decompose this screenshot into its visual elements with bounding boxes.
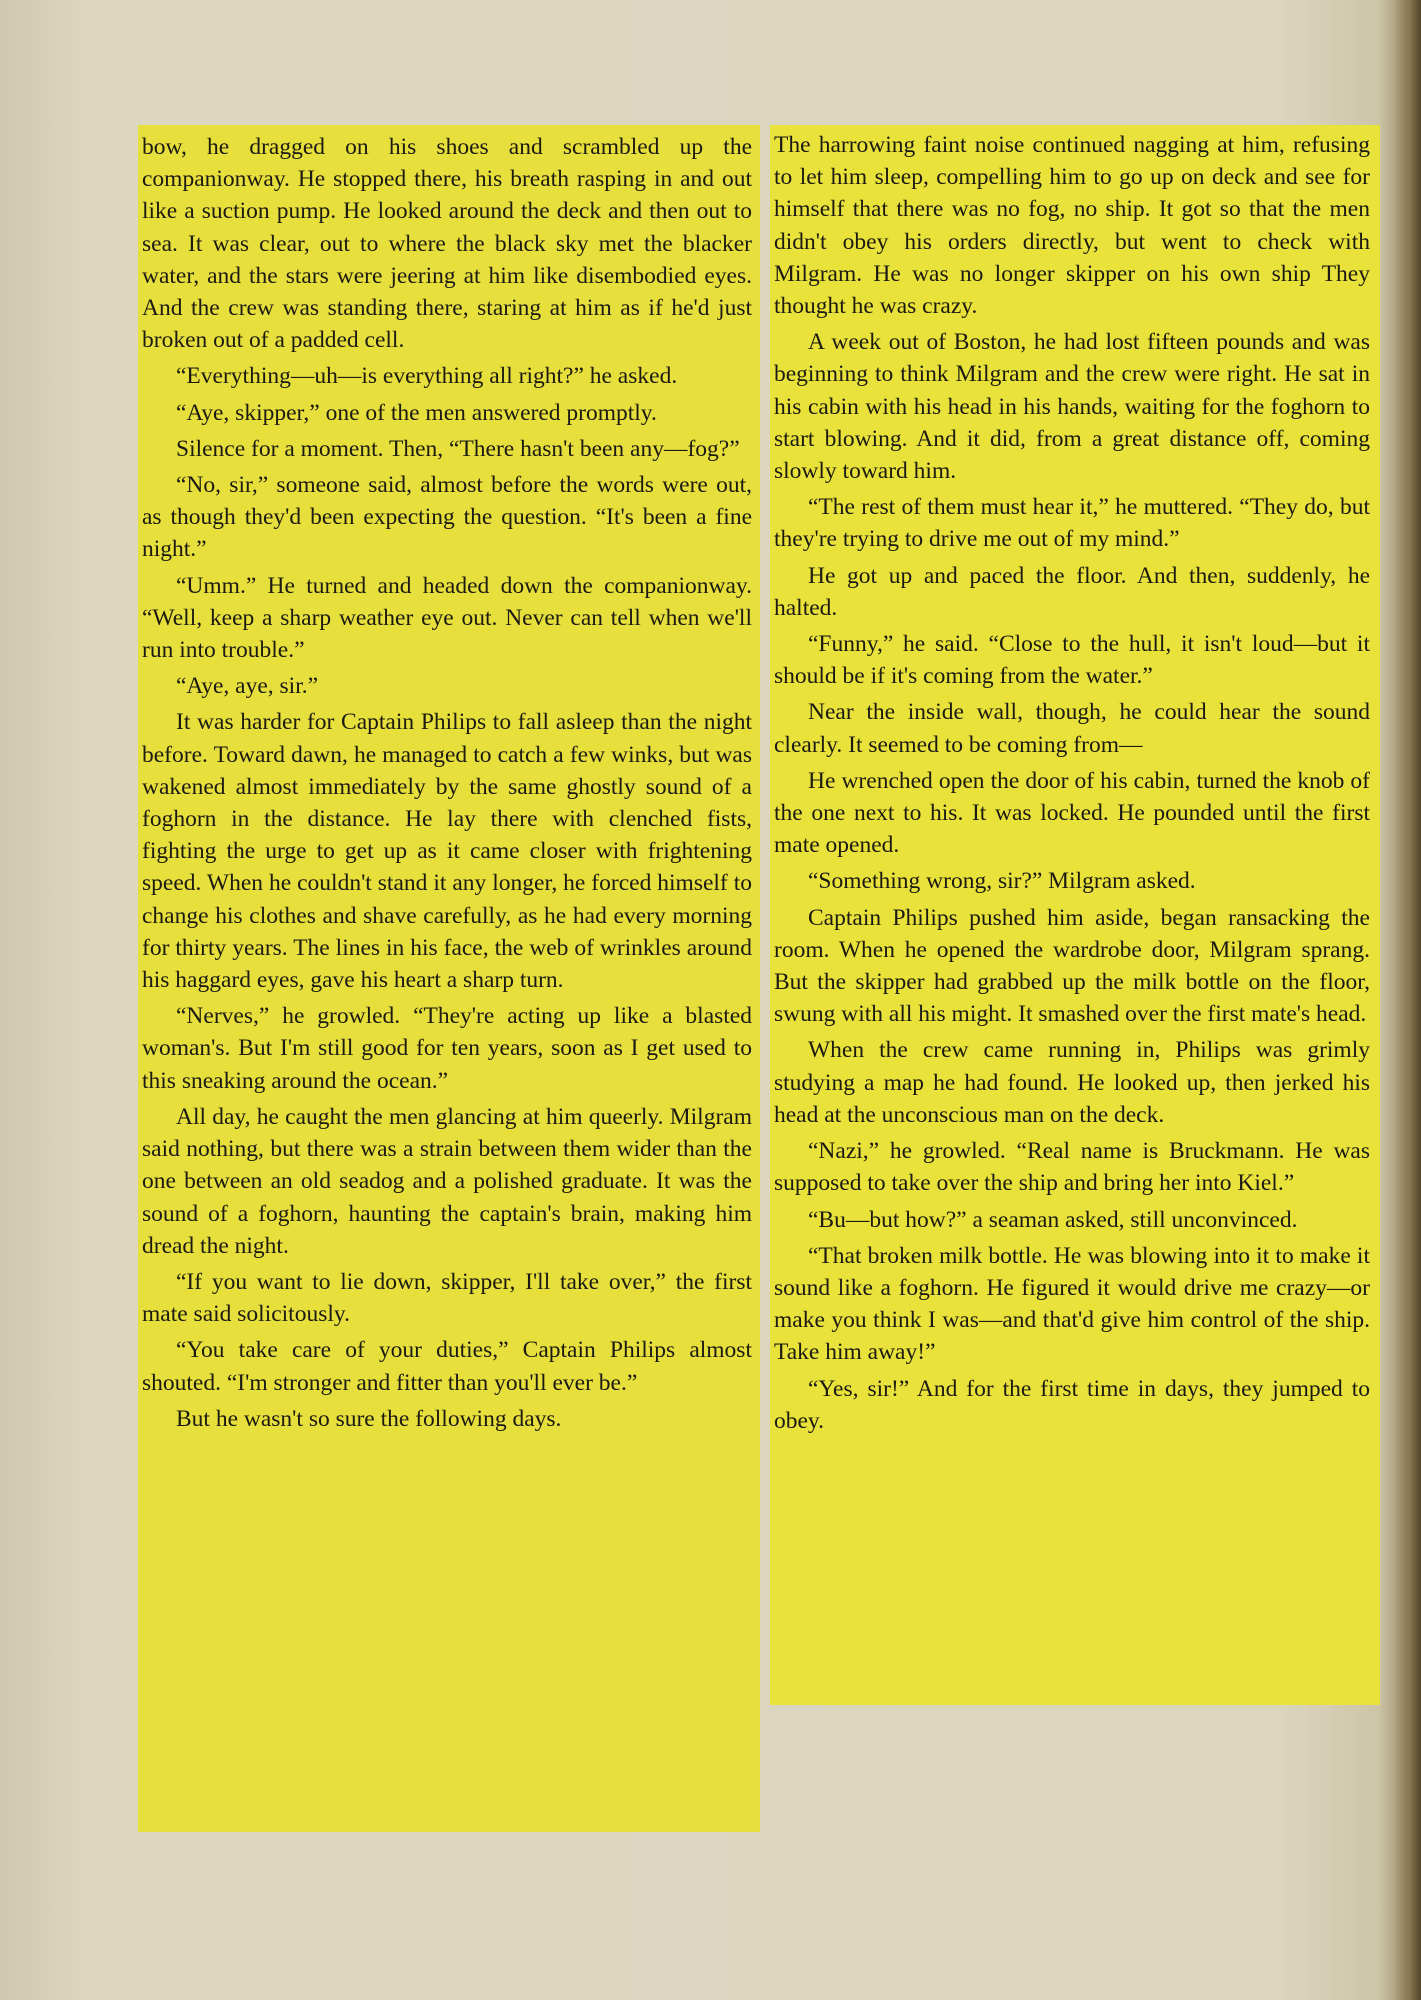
paragraph: “Nerves,” he growled. “They're acting up like a blasted woman's. But I'm still good for ten years, soon as I get used to this sneaking around the ocean.” bbox=[142, 1003, 752, 1094]
paragraph: “Aye, aye, sir.” bbox=[176, 673, 319, 700]
right-text-column bbox=[770, 125, 1380, 1705]
paragraph: “Nazi,” he growled. “Real name is Bruckmann. He was supposed to take over the ship and bring her into Kiel.” bbox=[774, 1138, 1370, 1197]
paragraph: Silence for a moment. Then, “There hasn't been any—fog?” bbox=[176, 435, 740, 462]
paragraph: “Aye, skipper,” one of the men answered promptly. bbox=[176, 399, 657, 426]
paragraph: It was harder for Captain Philips to fall asleep than the night before. Toward dawn, he managed to catch a few winks, but was wakened almost immediately by the same ghostly sound of a foghorn in the distance. He lay there with clenched fists, fighting the urge to get up as it came closer with frightening speed. When he couldn't stand it any longer, he forced himself to change his clothes and shave carefully, as he had every morning for thirty years. The lines in his face, the web of wrinkles around his haggard eyes, gave his heart a sharp turn. bbox=[142, 709, 752, 994]
paragraph: “Something wrong, sir?” Milgram asked. bbox=[808, 868, 1196, 895]
paragraph: “Funny,” he said. “Close to the hull, it isn't loud—but it should be if it's coming from the water.” bbox=[774, 631, 1370, 690]
paragraph: “That broken milk bottle. He was blowing into it to make it sound like a foghorn. He figured it would drive me crazy—or make you think I was—and that'd give him control of the ship. Take him away!” bbox=[774, 1242, 1370, 1366]
paragraph: “No, sir,” someone said, almost before the words were out, as though they'd been expecting the question. “It's been a fine night.” bbox=[142, 472, 752, 563]
left-text-column bbox=[138, 125, 760, 1832]
paragraph: He got up and paced the floor. And then, suddenly, he halted. bbox=[774, 562, 1370, 621]
paragraph: “If you want to lie down, skipper, I'll take over,” the first mate said solicitously. bbox=[142, 1268, 752, 1328]
paragraph: “You take care of your duties,” Captain Philips almost shouted. “I'm stronger and fitter than you'll ever be.” bbox=[142, 1337, 752, 1396]
paragraph: “Umm.” He turned and headed down the companionway. “Well, keep a sharp weather eye out. Never can tell when we'll run into trouble.” bbox=[142, 572, 752, 664]
paragraph: Captain Philips pushed him aside, began ransacking the room. When he opened the wardrobe door, Milgram sprang. But the skipper had grabbed up the milk bottle on the floor, swung with all his might. It smashed over the first mate's head. bbox=[774, 904, 1370, 1028]
paragraph: He wrenched open the door of his cabin, turned the knob of the one next to his. It was locked. He pounded until the first mate opened. bbox=[774, 767, 1370, 859]
paragraph: All day, he caught the men glancing at him queerly. Milgram said nothing, but there was a strain between them wider than the one between an old seadog and a polished graduate. It was the sound of a foghorn, haunting the captain's brain, making him dread the night. bbox=[142, 1103, 752, 1259]
paragraph: Near the inside wall, though, he could hear the sound clearly. It seemed to be coming from— bbox=[774, 699, 1370, 758]
spine-shadow bbox=[1393, 0, 1421, 2000]
paragraph: “Everything—uh—is everything all right?” he asked. bbox=[176, 363, 678, 390]
paragraph: “Yes, sir!” And for the first time in days, they jumped to obey. bbox=[774, 1375, 1370, 1434]
paragraph: A week out of Boston, he had lost fifteen pounds and was beginning to think Milgram and the crew were right. He sat in his cabin with his head in his hands, waiting for the foghorn to start blowing. And it did, from a great distance off, coming slowly toward him. bbox=[774, 329, 1370, 485]
paragraph: “Bu—but how?” a seaman asked, still unconvinced. bbox=[808, 1206, 1298, 1233]
paragraph: bow, he dragged on his shoes and scrambled up the companionway. He stopped there, his breath rasping in and out like a suction pump. He looked around the deck and then out to sea. It was clear, out to where the black sky met the blacker water, and the stars were jeering at him like disembodied eyes. And the crew was standing there, staring at him as if he'd just broken out of a padded cell. bbox=[142, 134, 752, 354]
paragraph: But he wasn't so sure the following days. bbox=[176, 1405, 562, 1432]
paragraph: When the crew came running in, Philips was grimly studying a map he had found. He looked up, then jerked his head at the unconscious man on the deck. bbox=[774, 1037, 1370, 1128]
paragraph: The harrowing faint noise continued nagging at him, refusing to let him sleep, compelling him to go up on deck and see for himself that there was no fog, no ship. It got so that the men didn't obey his orders directly, but went to check with Milgram. He was no longer skipper on his own ship They thought he was crazy. bbox=[774, 132, 1370, 320]
paragraph: “The rest of them must hear it,” he muttered. “They do, but they're trying to drive me out of my mind.” bbox=[774, 494, 1370, 553]
